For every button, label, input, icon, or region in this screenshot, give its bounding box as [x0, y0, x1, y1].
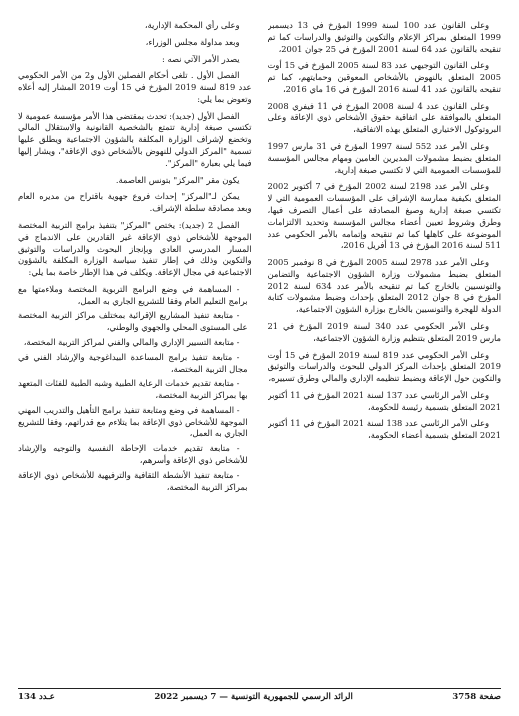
left-column	[18, 20, 252, 682]
article-1-new: الفصل الأول (جديد): تحدث بمقتضى هذا الأمر مؤسسة عمومية لا تكتسي صبغة إدارية تتمتع بالشخصية القانونية والاستقلال المالي وتخضع لإشراف الوزارة المكلفة بالشؤون الاجتماعية ويطلق عليها تسمية "المركز الدولي للنهوض بالأشخاص ذوي الإعاقة"، ويشار إليها فيما يلي بعبارة "المركز".	[18, 110, 252, 168]
clause-paragraph: وعلى الأمر الحكومي عدد 340 لسنة 2019 المؤرخ في 21 مارس 2019 المتعلق بتنظيم وزارة الشؤون الاجتماعية،	[267, 320, 501, 343]
clause-paragraph: وعلى الأمر الرئاسي عدد 138 لسنة 2021 المؤرخ في 11 أكتوبر 2021 المتعلق بتسمية أعضاء الحكومة،	[267, 418, 501, 441]
list-item: - متابعة تنفيذ برامج المساعدة البيداغوجية والإرشاد الفني في مجال التربية المختصة،	[18, 351, 248, 374]
clause-paragraph: وعلى القانون عدد 4 لسنة 2008 المؤرخ في 11 فيفري 2008 المتعلق بالموافقة على اتفاقية حقوق الأشخاص ذوي الإعاقة وعلى البروتوكول الاختياري المتعلق بهذه الاتفاقية،	[267, 100, 501, 135]
clause-paragraph: وعلى الأمر الحكومي عدد 819 لسنة 2019 المؤرخ في 15 أوت 2019 المتعلق بإحداث المركز الدولي للبحوث والدراسات والتوثيق والتكوين حول الإعاقة وبضبط تنظيمه الإداري والمالي وطرق تسييره،	[267, 349, 501, 384]
page-number: صفحة 3758	[452, 692, 501, 702]
clause-paragraph: وعلى الأمر عدد 552 لسنة 1997 المؤرخ في 31 مارس 1997 المتعلق بضبط مشمولات المديرين العامين ومهام مجالس المؤسسة للمؤسسات العمومية التي لا تكتسي صبغة إدارية،	[267, 141, 501, 175]
clause-paragraph: وعلى القانون عدد 100 لسنة 1999 المؤرخ في 13 ديسمبر 1999 المتعلق بمراكز الإعلام والتكوين والتوثيق والدراسات كما تم تنقيحه بالقانون عدد 64 لسنة 2001 المؤرخ في 25 جوان 2001،	[267, 20, 501, 54]
decree-line: يصدر الأمر الآتي نصه :	[162, 53, 240, 64]
article-2-new: الفصل 2 (جديد): يختص "المركز" بتنفيذ برامج التربية المختصة الموجهة للأشخاص ذوي الإعاقة غير القادرين على الاندماج في المسار المدرسي العادي وبإنجاز البحوث والدراسات والتوثيق والتكوين وذلك في إطار تنفيذ سياسة الوزارة المكلفة بالشؤون الاجتماعية في مجال الإعاقة. ويكلف في هذا الإطار خاصة بما يلي:	[18, 219, 252, 278]
list-item: - متابعة تقديم خدمات الإحاطة النفسية والتوجيه والإرشاد للأشخاص ذوي الإعاقة وأسرهم،	[18, 443, 248, 465]
list-item: - المساهمة في وضع ومتابعة تنفيذ برامج التأهيل والتدريب المهني الموجهة للأشخاص ذوي الإعاقة بما يتلاءم مع قدراتهم، وفقا للتشريع الجاري به العمل،	[18, 404, 248, 439]
document-page	[18, 20, 501, 682]
intro-paragraph: وعلى رأي المحكمة الإدارية،	[144, 20, 240, 30]
article-1: الفصل الأول . تلغى أحكام الفصلين الأول و2 من الأمر الحكومي عدد 819 لسنة 2019 المؤرخ في 15 أوت 2019 المشار إليه أعلاه وتعوض بما يلي:	[18, 70, 252, 104]
clause-paragraph: وعلى الأمر عدد 2198 لسنة 2002 المؤرخ في 7 أكتوبر 2002 المتعلق بكيفية ممارسة الإشراف على المؤسسات العمومية التي لا تكتسي صبغة إدارية وصيغ المصادقة على أعمال التصرف فيها، وطرق وشروط تعيين أعضاء مجالس المؤسسة وتحديد الالتزامات الموضوعة على كاهلها كما تم تنقيحه وإتمامه بالأمر الحكومي عدد 511 لسنة 2016 المؤرخ في 13 أفريل 2016،	[267, 181, 501, 251]
branches-paragraph: يمكن لـ"المركز" إحداث فروع جهوية باقتراح من مديره العام وبعد مصادقة سلطة الإشراف.	[18, 191, 252, 214]
clause-paragraph: وعلى القانون التوجيهي عدد 83 لسنة 2005 المؤرخ في 15 أوت 2005 المتعلق بالنهوض بالأشخاص المعوقين وحمايتهم، كما تم تنقيحه بالقانون عدد 41 لسنة 2016 المؤرخ في 16 ماي 2016،	[267, 60, 501, 94]
clause-paragraph: وعلى الأمر عدد 2978 لسنة 2005 المؤرخ في 8 نوفمبر 2005 المتعلق بضبط مشمولات وزارة الشؤون الاجتماعية والتضامن والتونسيين بالخارج كما تم تنقيحه بالأمر عدد 634 لسنة 2012 المؤرخ في 8 جوان 2012 المتعلق بإحداث وضبط مشمولات كتابة الدولة للهجرة والتونسيين بالخارج بوزارة الشؤون الاجتماعية،	[267, 257, 501, 315]
right-column	[268, 20, 502, 682]
list-item: - المساهمة في وضع البرامج التربوية المختصة وملاءمتها مع برامج التعليم العام وفقا للتشريع الجاري به العمل،	[18, 283, 248, 306]
list-item: - متابعة التسيير الإداري والمالي والفني لمراكز التربية المختصة،	[23, 336, 240, 347]
clause-paragraph: وعلى الأمر الرئاسي عدد 137 لسنة 2021 المؤرخ في 11 أكتوبر 2021 المتعلق بتسمية رئيسة للحكومة،	[267, 389, 501, 412]
journal-title: الرائد الرسمي للجمهورية التونسية — 7 ديسمبر 2022	[154, 692, 353, 702]
list-item: - متابعة تقديم خدمات الرعاية الطبية وشبه الطبية للفئات المتعهد بها بمراكز التربية المختصة،	[18, 378, 248, 401]
seat-paragraph: يكون مقر "المركز" بتونس العاصمة.	[115, 174, 240, 185]
list-item: - متابعة تنفيذ الأنشطة الثقافية والترفيهية للأشخاص ذوي الإعاقة بمراكز التربية المختصة،	[18, 469, 248, 492]
issue-number: عـدد 134	[18, 692, 55, 702]
page-footer	[18, 688, 501, 702]
list-item: - متابعة تنفيذ المشاريع الإقرائية بمختلف مراكز التربية المختصة على المستوى المحلي والجهوي والوطني،	[18, 310, 248, 333]
intro-paragraph: وبعد مداولة مجلس الوزراء،	[145, 36, 240, 47]
